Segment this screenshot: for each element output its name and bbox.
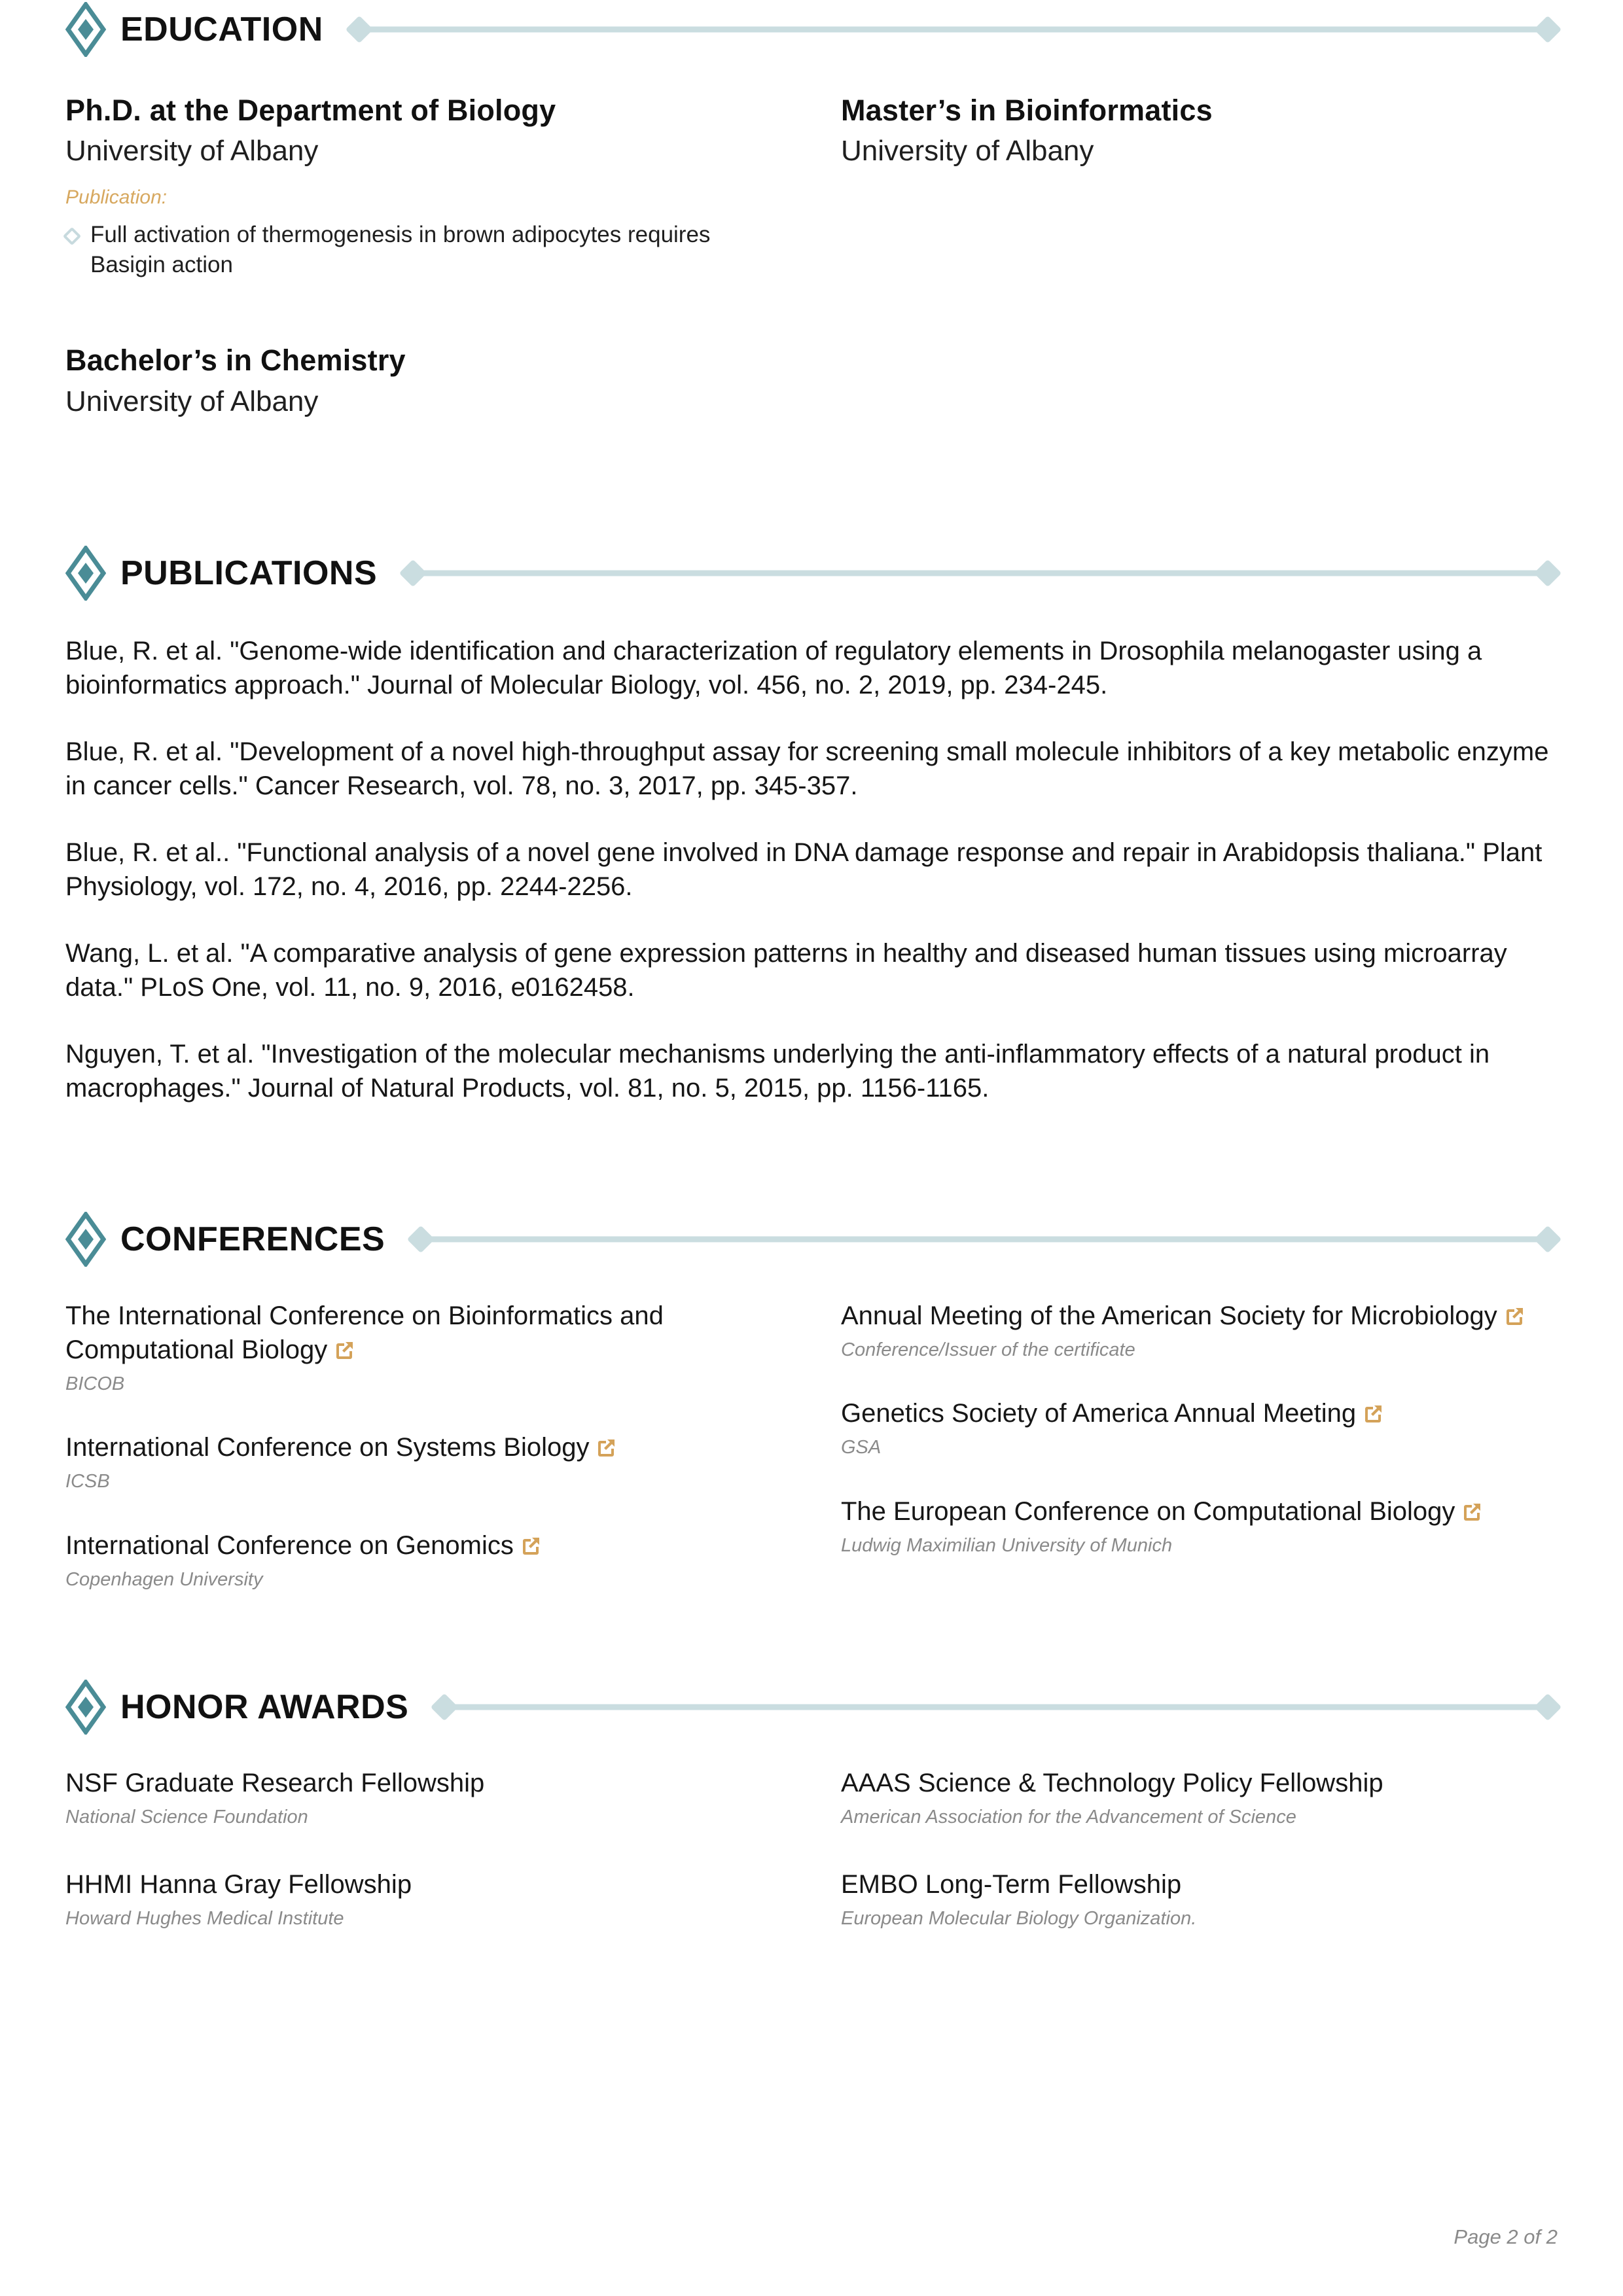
conference-organization: Conference/Issuer of the certificate <box>841 1339 1135 1360</box>
conference-name-text: The International Conference on Bioinformatics and Computational Biology <box>65 1301 664 1364</box>
conference-name <box>841 1396 1528 1430</box>
conference-name-text: Annual Meeting of the American Society for Microbiology <box>841 1301 1497 1330</box>
section-title-conferences: CONFERENCES <box>120 1220 385 1258</box>
conference-organization: ICSB <box>65 1471 110 1492</box>
divider-bar <box>421 1236 1547 1242</box>
education-institution: University of Albany <box>65 385 319 417</box>
section-header-publications <box>65 544 1558 603</box>
section-education <box>65 0 1558 419</box>
list-item <box>65 1430 782 1494</box>
education-entry <box>65 343 782 419</box>
section-divider <box>411 1225 1558 1254</box>
list-item <box>841 1396 1558 1460</box>
conference-name <box>841 1494 1528 1528</box>
spacer <box>65 1105 1558 1210</box>
award-name: NSF Graduate Research Fellowship <box>65 1768 485 1797</box>
conference-name <box>65 1299 753 1367</box>
list-item: Blue, R. et al. "Genome-wide identification and characterization of regulatory elements in Drosophila melanogaster using a bioinformatics approach." Journal of Molecular Biology, vol. 456, no. 2, 2019, pp. 234-245. <box>65 636 1482 699</box>
divider-cap-right <box>1534 16 1561 43</box>
diamond-icon <box>65 1212 106 1267</box>
list-item: Nguyen, T. et al. "Investigation of the molecular mechanisms underlying the anti-inflammatory effects of a natural product in macrophages." Journal of Natural Products, vol. 81, no. 5, 2015, pp. 1156-1165. <box>65 1039 1490 1103</box>
conferences-grid <box>65 1299 1558 1593</box>
external-link-icon[interactable] <box>1363 1398 1383 1419</box>
education-institution: University of Albany <box>65 135 319 168</box>
conference-name <box>65 1430 753 1464</box>
education-left-column <box>65 93 782 419</box>
award-organization: European Molecular Biology Organization. <box>841 1907 1197 1929</box>
list-item: Blue, R. et al. "Development of a novel high-throughput assay for screening small molecule inhibitors of a key metabolic enzyme in cancer cells." Cancer Research, vol. 78, no. 3, 2017, pp. 345-357. <box>65 737 1549 800</box>
award-organization: Howard Hughes Medical Institute <box>65 1907 344 1929</box>
list-item <box>65 1767 782 1830</box>
divider-bar <box>414 570 1547 576</box>
conference-name-text: Genetics Society of America Annual Meeting <box>841 1399 1357 1428</box>
section-divider <box>435 1693 1558 1722</box>
education-degree: Bachelor’s in Chemistry <box>65 344 406 378</box>
list-item <box>841 1767 1558 1830</box>
list-item: Wang, L. et al. "A comparative analysis of gene expression patterns in healthy and diseased human tissues using microarray data." PLoS One, vol. 11, no. 9, 2016, e0162458. <box>65 938 1507 1002</box>
external-link-icon[interactable] <box>1504 1301 1525 1322</box>
section-header-conferences <box>65 1210 1558 1269</box>
diamond-bullet-icon <box>63 227 81 245</box>
section-header-honor-awards <box>65 1678 1558 1737</box>
page-footer: Page 2 of 2 <box>1454 2225 1558 2248</box>
list-item: Blue, R. et al.. "Functional analysis of a novel gene involved in DNA damage response and repair in Arabidopsis thaliana." Plant Physiology, vol. 172, no. 4, 2016, pp. 2244-2256. <box>65 838 1543 901</box>
conference-organization: BICOB <box>65 1373 125 1394</box>
section-divider <box>403 559 1558 588</box>
spacer <box>65 419 1558 544</box>
education-publication-label: Publication: <box>65 186 168 209</box>
education-degree: Master’s in Bioinformatics <box>841 94 1213 127</box>
list-item <box>841 1299 1558 1363</box>
section-publications <box>65 544 1558 1105</box>
award-organization: American Association for the Advancement of Science <box>841 1806 1296 1828</box>
award-name: EMBO Long-Term Fellowship <box>841 1869 1182 1899</box>
education-degree: Ph.D. at the Department of Biology <box>65 94 556 127</box>
conference-name-text: International Conference on Systems Biology <box>65 1433 590 1462</box>
external-link-icon[interactable] <box>1461 1496 1482 1517</box>
conference-organization: Ludwig Maximilian University of Munich <box>841 1534 1173 1556</box>
conference-organization: Copenhagen University <box>65 1568 263 1590</box>
section-conferences <box>65 1210 1558 1593</box>
section-header-education <box>65 0 1558 59</box>
education-publication-list <box>65 220 782 280</box>
divider-cap-right <box>1534 559 1561 586</box>
diamond-icon <box>65 546 106 601</box>
conference-name <box>841 1299 1528 1333</box>
honor-awards-right-column <box>841 1767 1558 1932</box>
spacer <box>65 280 782 343</box>
education-institution: University of Albany <box>841 135 1094 168</box>
education-publication-text: Full activation of thermogenesis in brown adipocytes requires Basigin action <box>90 222 711 278</box>
list-item <box>65 1528 782 1593</box>
publications-list <box>65 634 1558 1105</box>
section-honor-awards <box>65 1678 1558 1932</box>
education-right-column <box>841 93 1558 419</box>
list-item <box>65 1868 782 1932</box>
list-item <box>841 1868 1558 1932</box>
honor-awards-grid <box>65 1767 1558 1932</box>
diamond-icon <box>65 1680 106 1735</box>
spacer <box>65 1593 1558 1678</box>
honor-awards-left-column <box>65 1767 782 1932</box>
list-item <box>65 1299 782 1397</box>
external-link-icon[interactable] <box>334 1335 355 1356</box>
divider-bar <box>445 1704 1547 1710</box>
education-entry <box>841 93 1558 169</box>
award-name: HHMI Hanna Gray Fellowship <box>65 1869 412 1899</box>
section-title-honor-awards: HONOR AWARDS <box>120 1687 409 1726</box>
conference-organization: GSA <box>841 1437 882 1458</box>
education-grid <box>65 93 1558 419</box>
divider-cap-right <box>1534 1693 1561 1720</box>
conferences-right-column <box>841 1299 1558 1593</box>
divider-cap-right <box>1534 1225 1561 1252</box>
section-title-education: EDUCATION <box>120 10 323 48</box>
conference-name-text: The European Conference on Computational Biology <box>841 1496 1455 1526</box>
external-link-icon[interactable] <box>596 1432 616 1453</box>
external-link-icon[interactable] <box>520 1530 541 1551</box>
section-title-publications: PUBLICATIONS <box>120 554 378 592</box>
list-item <box>65 220 772 280</box>
education-entry <box>65 93 782 280</box>
diamond-icon <box>65 2 106 57</box>
conference-name <box>65 1528 753 1563</box>
conference-name-text: International Conference on Genomics <box>65 1530 514 1560</box>
divider-bar <box>360 27 1547 33</box>
award-organization: National Science Foundation <box>65 1806 308 1828</box>
award-name: AAAS Science & Technology Policy Fellowship <box>841 1768 1383 1797</box>
section-divider <box>349 15 1558 44</box>
conferences-left-column <box>65 1299 782 1593</box>
list-item <box>841 1494 1558 1559</box>
